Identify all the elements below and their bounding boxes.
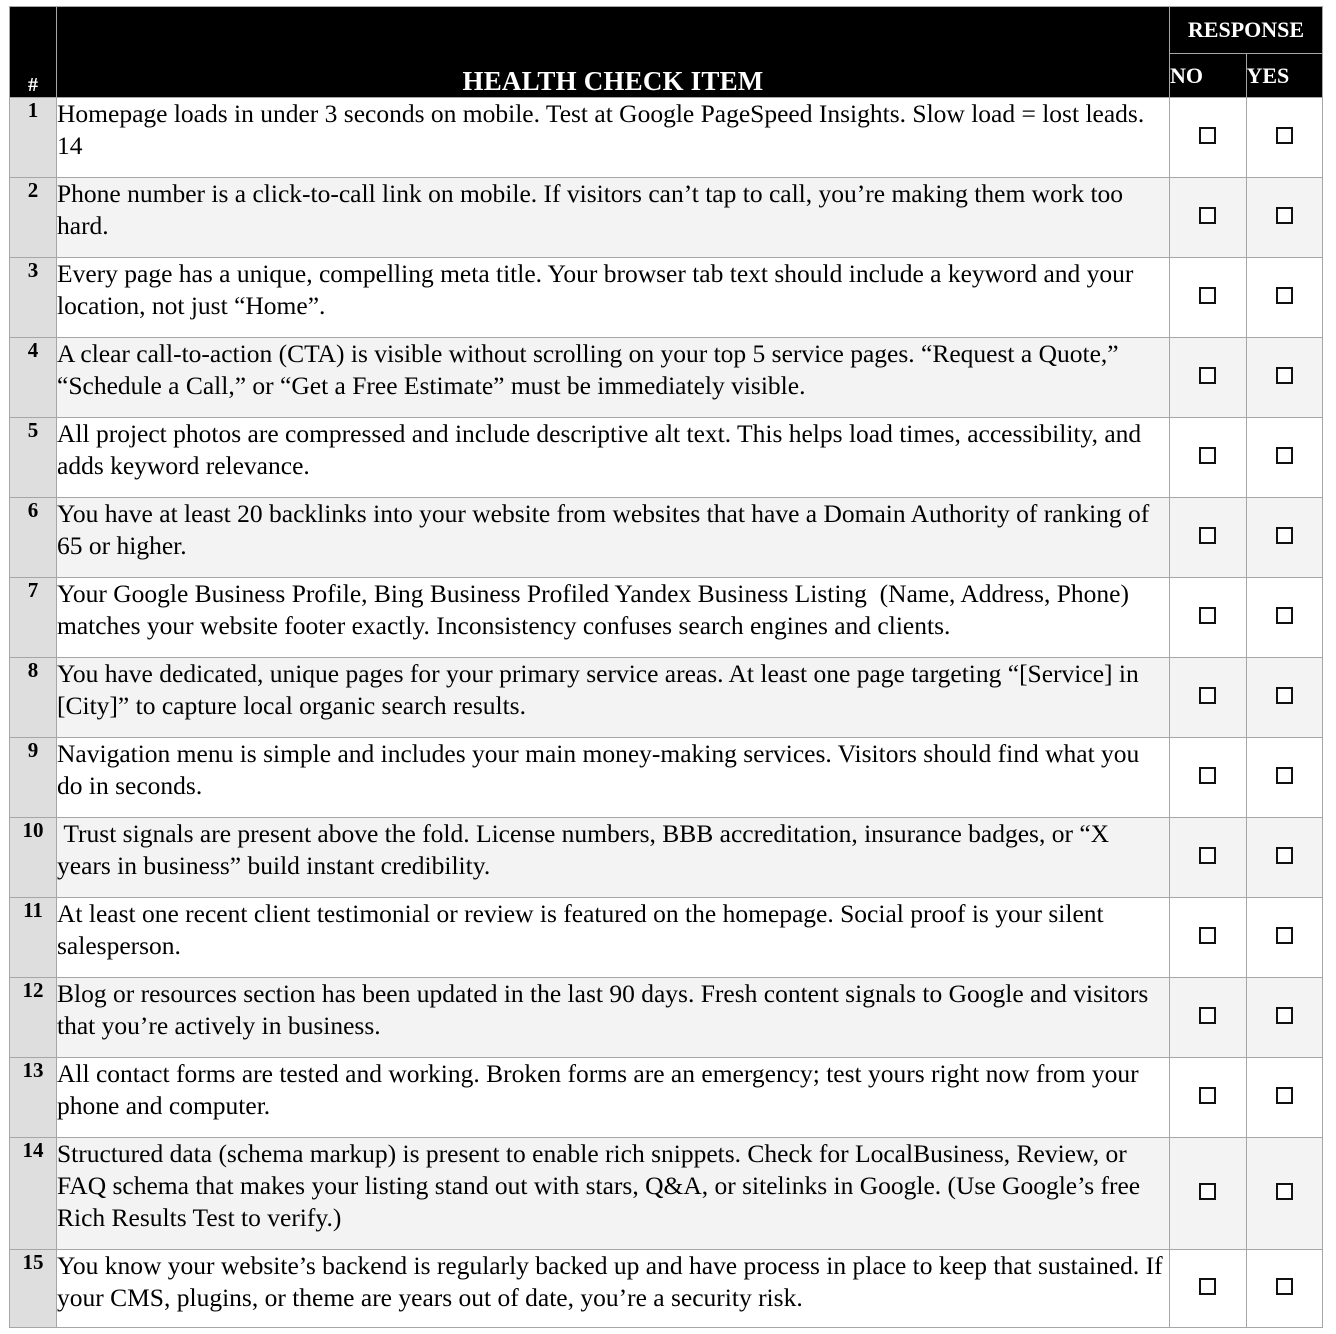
no-response-cell bbox=[1170, 898, 1247, 978]
table-row bbox=[10, 658, 1323, 738]
row-number: 2 bbox=[10, 178, 57, 258]
no-checkbox[interactable] bbox=[1199, 687, 1216, 704]
no-checkbox[interactable] bbox=[1199, 527, 1216, 544]
row-number: 15 bbox=[10, 1250, 57, 1328]
no-response-cell bbox=[1170, 418, 1247, 498]
no-checkbox[interactable] bbox=[1199, 607, 1216, 624]
item-column-header: HEALTH CHECK ITEM bbox=[57, 7, 1170, 98]
row-number: 9 bbox=[10, 738, 57, 818]
number-column-header: # bbox=[10, 7, 57, 98]
no-checkbox[interactable] bbox=[1199, 287, 1216, 304]
yes-response-cell bbox=[1246, 1138, 1323, 1250]
yes-checkbox[interactable] bbox=[1276, 447, 1293, 464]
health-check-item-text: Blog or resources section has been updated in the last 90 days. Fresh content signals to Google and visitors that you’re actively in business. bbox=[57, 978, 1170, 1058]
table-header bbox=[10, 7, 1323, 98]
yes-response-cell bbox=[1246, 978, 1323, 1058]
health-check-item-text: You have dedicated, unique pages for your primary service areas. At least one page targeting “[Service] in [City]” to capture local organic search results. bbox=[57, 658, 1170, 738]
yes-checkbox[interactable] bbox=[1276, 1278, 1293, 1295]
table-row bbox=[10, 898, 1323, 978]
yes-checkbox[interactable] bbox=[1276, 527, 1293, 544]
yes-response-cell bbox=[1246, 578, 1323, 658]
table-row bbox=[10, 498, 1323, 578]
table-row bbox=[10, 1058, 1323, 1138]
table-row bbox=[10, 578, 1323, 658]
health-check-item-text: Homepage loads in under 3 seconds on mobile. Test at Google PageSpeed Insights. Slow load = lost leads. 14 bbox=[57, 98, 1170, 178]
health-check-item-text: All project photos are compressed and include descriptive alt text. This helps load times, accessibility, and adds keyword relevance. bbox=[57, 418, 1170, 498]
yes-response-cell bbox=[1246, 98, 1323, 178]
no-response-cell bbox=[1170, 578, 1247, 658]
no-response-cell bbox=[1170, 338, 1247, 418]
yes-checkbox[interactable] bbox=[1276, 1007, 1293, 1024]
row-number: 5 bbox=[10, 418, 57, 498]
no-checkbox[interactable] bbox=[1199, 1087, 1216, 1104]
table-row bbox=[10, 818, 1323, 898]
table-row bbox=[10, 258, 1323, 338]
no-checkbox[interactable] bbox=[1199, 1007, 1216, 1024]
yes-response-cell bbox=[1246, 498, 1323, 578]
yes-checkbox[interactable] bbox=[1276, 607, 1293, 624]
response-column-header: RESPONSE bbox=[1170, 7, 1323, 54]
no-checkbox[interactable] bbox=[1199, 127, 1216, 144]
yes-checkbox[interactable] bbox=[1276, 687, 1293, 704]
health-check-item-text: Trust signals are present above the fold. License numbers, BBB accreditation, insurance badges, or “X years in business” build instant credibility. bbox=[57, 818, 1170, 898]
yes-checkbox[interactable] bbox=[1276, 1183, 1293, 1200]
yes-response-cell bbox=[1246, 818, 1323, 898]
no-checkbox[interactable] bbox=[1199, 767, 1216, 784]
yes-response-cell bbox=[1246, 738, 1323, 818]
health-check-item-text: A clear call-to-action (CTA) is visible without scrolling on your top 5 service pages. “Request a Quote,” “Schedule a Call,” or “Get a Free Estimate” must be immediately visible. bbox=[57, 338, 1170, 418]
yes-response-cell bbox=[1246, 338, 1323, 418]
yes-checkbox[interactable] bbox=[1276, 207, 1293, 224]
yes-checkbox[interactable] bbox=[1276, 927, 1293, 944]
no-column-header: NO bbox=[1170, 54, 1247, 98]
no-response-cell bbox=[1170, 258, 1247, 338]
table-row bbox=[10, 338, 1323, 418]
no-response-cell bbox=[1170, 178, 1247, 258]
yes-response-cell bbox=[1246, 658, 1323, 738]
yes-response-cell bbox=[1246, 898, 1323, 978]
health-check-table bbox=[9, 6, 1323, 1328]
row-number: 6 bbox=[10, 498, 57, 578]
row-number: 10 bbox=[10, 818, 57, 898]
table-row bbox=[10, 978, 1323, 1058]
no-response-cell bbox=[1170, 1250, 1247, 1328]
yes-checkbox[interactable] bbox=[1276, 127, 1293, 144]
health-check-item-text: Navigation menu is simple and includes your main money-making services. Visitors should find what you do in seconds. bbox=[57, 738, 1170, 818]
row-number: 13 bbox=[10, 1058, 57, 1138]
row-number: 11 bbox=[10, 898, 57, 978]
no-response-cell bbox=[1170, 1138, 1247, 1250]
row-number: 4 bbox=[10, 338, 57, 418]
yes-response-cell bbox=[1246, 258, 1323, 338]
yes-response-cell bbox=[1246, 178, 1323, 258]
no-response-cell bbox=[1170, 818, 1247, 898]
row-number: 3 bbox=[10, 258, 57, 338]
no-checkbox[interactable] bbox=[1199, 207, 1216, 224]
health-check-item-text: Structured data (schema markup) is present to enable rich snippets. Check for LocalBusiness, Review, or FAQ schema that makes your listing stand out with stars, Q&A, or sitelinks in Google. (Use Google’s free Rich Results Test to verify.) bbox=[57, 1138, 1170, 1250]
health-check-item-text: Your Google Business Profile, Bing Business Profiled Yandex Business Listing (Name, Address, Phone) matches your website footer exactly. Inconsistency confuses search engines and clients. bbox=[57, 578, 1170, 658]
health-check-item-text: You have at least 20 backlinks into your website from websites that have a Domain Authority of ranking of 65 or higher. bbox=[57, 498, 1170, 578]
yes-column-header: YES bbox=[1246, 54, 1323, 98]
yes-checkbox[interactable] bbox=[1276, 847, 1293, 864]
row-number: 8 bbox=[10, 658, 57, 738]
no-checkbox[interactable] bbox=[1199, 447, 1216, 464]
health-check-item-text: All contact forms are tested and working. Broken forms are an emergency; test yours right now from your phone and computer. bbox=[57, 1058, 1170, 1138]
table-row bbox=[10, 1250, 1323, 1328]
table-row bbox=[10, 418, 1323, 498]
table-body bbox=[10, 98, 1323, 1328]
no-response-cell bbox=[1170, 978, 1247, 1058]
yes-checkbox[interactable] bbox=[1276, 367, 1293, 384]
row-number: 1 bbox=[10, 98, 57, 178]
yes-checkbox[interactable] bbox=[1276, 1087, 1293, 1104]
table-row bbox=[10, 178, 1323, 258]
yes-response-cell bbox=[1246, 1250, 1323, 1328]
health-check-item-text: Every page has a unique, compelling meta title. Your browser tab text should include a keyword and your location, not just “Home”. bbox=[57, 258, 1170, 338]
health-check-item-text: Phone number is a click-to-call link on mobile. If visitors can’t tap to call, you’re making them work too hard. bbox=[57, 178, 1170, 258]
no-response-cell bbox=[1170, 658, 1247, 738]
table-row bbox=[10, 738, 1323, 818]
no-response-cell bbox=[1170, 98, 1247, 178]
health-check-item-text: You know your website’s backend is regularly backed up and have process in place to keep that sustained. If your CMS, plugins, or theme are years out of date, you’re a security risk. bbox=[57, 1250, 1170, 1328]
no-checkbox[interactable] bbox=[1199, 367, 1216, 384]
no-checkbox[interactable] bbox=[1199, 1278, 1216, 1295]
health-check-item-text: At least one recent client testimonial or review is featured on the homepage. Social proof is your silent salesperson. bbox=[57, 898, 1170, 978]
no-checkbox[interactable] bbox=[1199, 1183, 1216, 1200]
yes-response-cell bbox=[1246, 1058, 1323, 1138]
no-checkbox[interactable] bbox=[1199, 927, 1216, 944]
no-response-cell bbox=[1170, 738, 1247, 818]
table-row bbox=[10, 98, 1323, 178]
no-response-cell bbox=[1170, 1058, 1247, 1138]
row-number: 7 bbox=[10, 578, 57, 658]
no-checkbox[interactable] bbox=[1199, 847, 1216, 864]
yes-checkbox[interactable] bbox=[1276, 767, 1293, 784]
row-number: 14 bbox=[10, 1138, 57, 1250]
yes-response-cell bbox=[1246, 418, 1323, 498]
row-number: 12 bbox=[10, 978, 57, 1058]
table-row bbox=[10, 1138, 1323, 1250]
yes-checkbox[interactable] bbox=[1276, 287, 1293, 304]
no-response-cell bbox=[1170, 498, 1247, 578]
